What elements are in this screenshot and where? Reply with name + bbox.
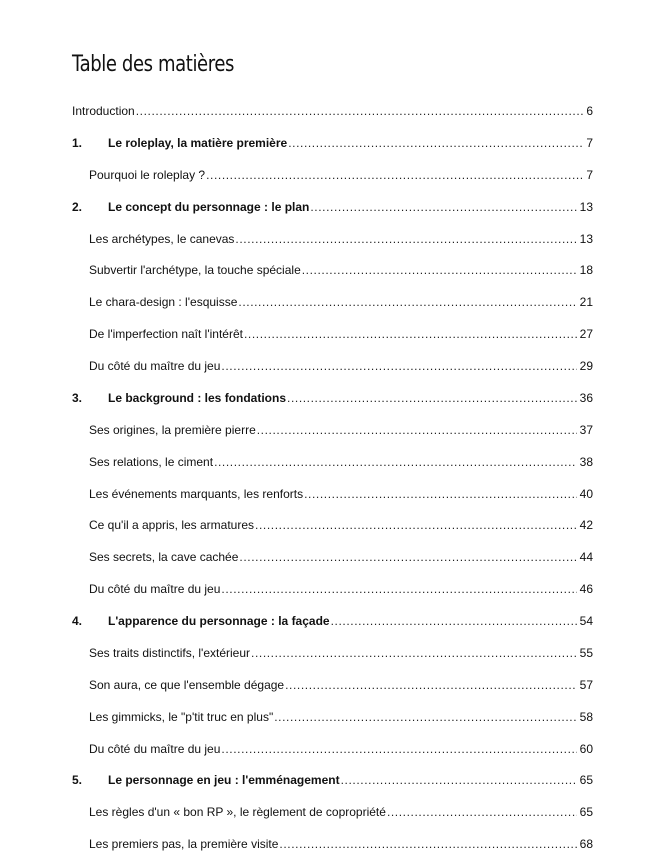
dot-leader [387,797,577,829]
dot-leader [304,479,577,511]
toc-entry[interactable] [72,224,593,256]
toc-entry-title: Ses traits distinctifs, l'extérieur [89,645,251,660]
toc-entry-title: Les règles d'un « bon RP », le règlement de copropriété [89,805,386,820]
toc-entry[interactable] [72,510,593,542]
toc-chapter-number: 5. [72,773,83,788]
toc-entry-title: Ce qu'il a appris, les armatures [89,518,255,533]
toc-entry[interactable] [72,797,593,829]
dot-leader [239,542,576,574]
toc-entry[interactable] [72,447,593,479]
toc-entry-title: Introduction [72,104,135,118]
toc-entry[interactable] [72,160,593,192]
toc-chapter-entry[interactable] [72,128,593,160]
dot-leader [331,606,577,638]
dot-leader [221,734,576,766]
toc-page-number: 7 [586,135,593,150]
dot-leader [279,829,576,861]
toc-page-number: 29 [579,359,593,373]
dot-leader [214,447,577,479]
toc-chapter-entry[interactable] [72,606,593,638]
toc-entry-title: Du côté du maître du jeu [89,359,221,373]
toc-entry-title: Le chara-design : l'esquisse [89,295,238,310]
dot-leader [235,224,576,256]
toc-page-number: 46 [579,582,593,597]
toc-page-number: 18 [579,263,593,278]
toc-entry-title: Pourquoi le roleplay ? [89,167,206,182]
toc-entry[interactable] [72,638,593,670]
toc-entry-title: Le concept du personnage : le plan [108,199,310,214]
dot-leader [244,319,577,351]
toc-entry[interactable] [72,96,593,128]
toc-entry-title: Les premiers pas, la première visite [89,837,279,852]
dot-leader [221,574,576,606]
toc-page-number: 27 [579,327,593,342]
toc-entry-title: Du côté du maître du jeu [89,582,221,597]
toc-page-number: 68 [579,837,593,852]
toc-entry[interactable] [72,319,593,351]
toc-page-number: 58 [579,709,593,724]
toc-page-number: 65 [579,773,593,788]
toc-entry[interactable] [72,670,593,702]
dot-leader [274,702,576,734]
dot-leader [206,160,583,192]
toc-entry[interactable] [72,829,593,861]
dot-leader [285,670,577,702]
toc-entry-title: Du côté du maître du jeu [89,741,221,756]
toc-page-number: 13 [579,231,593,246]
dot-leader [251,638,577,670]
page-title: Table des matières [72,52,235,77]
toc-page-number: 54 [579,614,593,628]
toc-entry[interactable] [72,287,593,319]
dot-leader [257,415,577,447]
toc-chapter-number: 2. [72,199,83,214]
toc-chapter-number: 3. [72,390,83,405]
dot-leader [302,255,577,287]
toc-page-number: 37 [579,422,593,437]
toc-chapter-entry[interactable] [72,383,593,415]
toc-entry-title: Le background : les fondations [108,390,287,405]
toc-page-number: 7 [586,167,593,182]
toc-page-number: 6 [586,104,593,118]
toc-entry-title: Les gimmicks, le "p'tit truc en plus" [89,709,274,724]
toc-entry-title: Son aura, ce que l'ensemble dégage [89,677,285,692]
toc-entry[interactable] [72,479,593,511]
toc-entry[interactable] [72,415,593,447]
dot-leader [341,765,577,797]
toc-page-number: 36 [579,390,593,405]
toc-page-number: 57 [579,677,593,692]
toc-page-number: 55 [579,645,593,660]
toc-entry-title: De l'imperfection naît l'intérêt [89,327,243,342]
toc-page-number: 65 [579,805,593,820]
toc-entry[interactable] [72,574,593,606]
toc-entry-title: Les archétypes, le canevas [89,231,235,246]
toc-chapter-number: 4. [72,614,83,628]
dot-leader [255,510,577,542]
toc-entry[interactable] [72,734,593,766]
toc-page-number: 21 [579,295,593,310]
toc-entry-title: Ses secrets, la cave cachée [89,550,239,565]
dot-leader [221,351,576,383]
dot-leader [310,192,576,224]
toc-page-number: 13 [579,199,593,214]
toc-page-number: 40 [579,486,593,501]
dot-leader [136,96,584,128]
toc-entry-title: Subvertir l'archétype, la touche spéciale [89,263,301,278]
toc-page-number: 44 [579,550,593,565]
dot-leader [287,383,577,415]
table-of-contents [72,96,593,861]
toc-entry-title: Ses relations, le ciment [89,454,214,469]
dot-leader [288,128,583,160]
dot-leader [238,287,576,319]
toc-entry-title: Le roleplay, la matière première [108,135,288,150]
toc-entry[interactable] [72,542,593,574]
toc-chapter-entry[interactable] [72,192,593,224]
toc-chapter-number: 1. [72,135,83,150]
toc-entry-title: Ses origines, la première pierre [89,422,256,437]
toc-entry-title: Le personnage en jeu : l'emménagement [108,773,340,788]
toc-page-number: 38 [579,454,593,469]
toc-chapter-entry[interactable] [72,765,593,797]
toc-entry[interactable] [72,702,593,734]
toc-page-number: 42 [579,518,593,533]
toc-entry[interactable] [72,255,593,287]
toc-entry-title: Les événements marquants, les renforts [89,486,304,501]
toc-entry[interactable] [72,351,593,383]
toc-page-number: 60 [579,741,593,756]
toc-entry-title: L'apparence du personnage : la façade [108,614,330,628]
